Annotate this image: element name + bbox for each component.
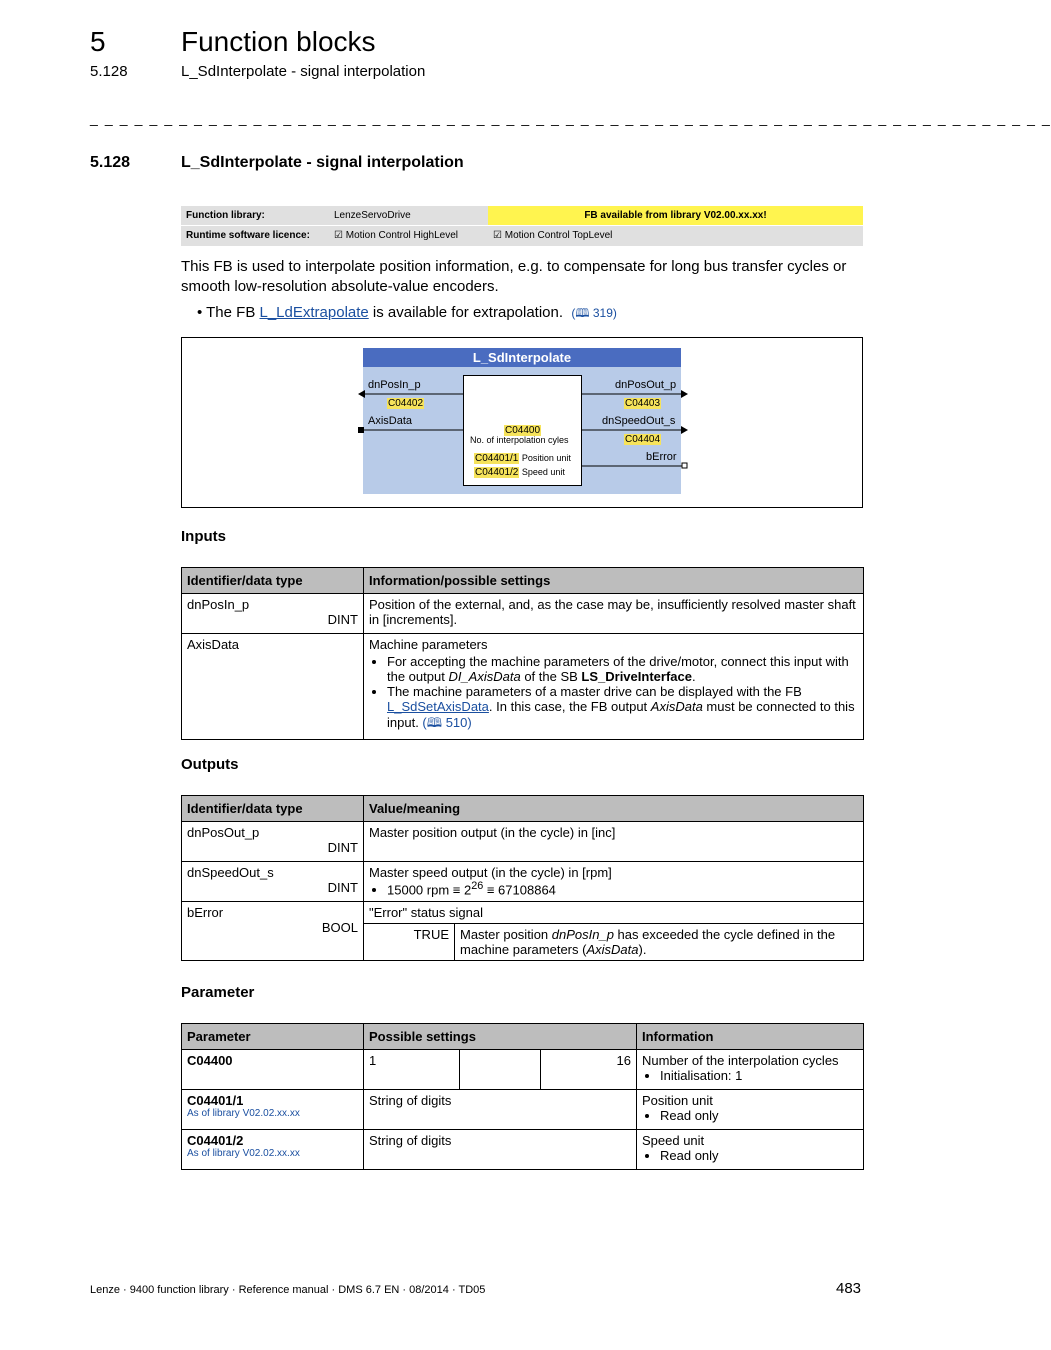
chapter-number: 5 (90, 26, 106, 57)
output-id: dnPosOut_p (187, 825, 260, 840)
interpolation-cycles-label: No. of interpolation cyles (470, 435, 569, 445)
outputs-col-value: Value/meaning (364, 796, 864, 822)
input-axisdata: AxisData (368, 415, 413, 427)
licence-toplevel: ☑ Motion Control TopLevel (488, 226, 863, 246)
section-number: 5.128 (90, 154, 131, 171)
input-info: Position of the external, and, as the case may be, insufficiently resolved master shaft in [increments]. (364, 594, 864, 634)
output-type: DINT (327, 840, 358, 855)
runtime-licence-label: Runtime software licence: (181, 226, 329, 246)
param-max: 16 (541, 1050, 637, 1090)
table-row (182, 594, 864, 634)
code-c04403: C04403 (625, 398, 661, 409)
param-version-note: As of library V02.02.xx.xx (187, 1108, 300, 1119)
running-section-number: 5.128 (90, 63, 128, 80)
param-version-note: As of library V02.02.xx.xx (187, 1148, 300, 1159)
table-row (182, 822, 864, 862)
fb-title: L_SdInterpolate (363, 348, 681, 367)
output-type: BOOL (321, 920, 358, 935)
output-type: DINT (327, 880, 358, 895)
code-c04401-2: C04401/2 (475, 467, 519, 478)
input-dnposin-p: dnPosIn_p (368, 379, 421, 391)
header-divider: _ _ _ _ _ _ _ _ _ _ _ _ _ _ _ _ _ _ _ _ _ _ _ _ _ _ _ _ _ _ _ _ _ _ _ _ _ _ _ _ _ _ _ _ _ _ _ _ _ _ _ _ _ _ _ _ _ _ _ _ _ _ _ _ _ (90, 110, 1051, 126)
inputs-table (181, 567, 864, 740)
code-c04401-1: C04401/1 (475, 453, 519, 464)
position-unit-label: Position unit (521, 453, 571, 463)
outputs-table (181, 795, 864, 961)
library-info-table (181, 205, 863, 246)
function-library-value: LenzeServoDrive (329, 206, 488, 226)
code-c04400: C04400 (505, 425, 541, 436)
parameter-table (181, 1023, 864, 1170)
table-row (182, 862, 864, 902)
param-name: C04401/1 (187, 1093, 244, 1108)
code-c04404: C04404 (625, 434, 661, 445)
param-col-settings: Possible settings (364, 1024, 637, 1050)
list-item: • Initialisation: 1 (660, 1068, 858, 1083)
chapter-title: Function blocks (181, 26, 376, 57)
list-item: • For accepting the machine parameters of the drive/motor, connect this input with the output DI_AxisData of the SB LS_DriveInterface. (387, 654, 858, 684)
list-item: • Read only (660, 1108, 858, 1123)
output-dnspeedout-s: dnSpeedOut_s (602, 415, 676, 427)
list-item: • Read only (660, 1148, 858, 1163)
library-availability-note: FB available from library V02.00.xx.xx! (488, 206, 863, 226)
note-suffix: is available for extrapolation. (368, 304, 564, 321)
page-number: 483 (836, 1280, 862, 1297)
extrapolation-note (197, 304, 617, 325)
param-name: C04400 (187, 1053, 233, 1068)
list-item: • 15000 rpm ≡ $2^{26} \equiv 67108864$ (387, 880, 858, 897)
l-ldextrapolate-link[interactable]: L_LdExtrapolate (259, 304, 369, 321)
table-row (182, 1050, 864, 1090)
function-block-diagram (181, 337, 863, 508)
parameter-heading: Parameter (181, 984, 255, 1001)
l-sdsetaxisdata-link[interactable]: L_SdSetAxisData (387, 699, 489, 714)
output-info: "Error" status signal (364, 902, 864, 924)
output-id: bError (187, 905, 224, 920)
output-info: Master speed output (in the cycle) in [rpm] (369, 865, 612, 880)
function-library-label: Function library: (181, 206, 329, 226)
input-info: Machine parameters (369, 637, 488, 652)
param-col-name: Parameter (182, 1024, 364, 1050)
inputs-col-info: Information/possible settings (364, 568, 864, 594)
running-section-title: L_SdInterpolate - signal interpolation (181, 63, 426, 80)
param-info: Number of the interpolation cycles (642, 1053, 839, 1068)
footer-text: Lenze · 9400 function library · Reference manual · DMS 6.7 EN · 08/2014 · TD05 (90, 1284, 486, 1296)
table-row (182, 902, 864, 924)
param-info: Position unit (642, 1093, 713, 1108)
inputs-heading: Inputs (181, 528, 226, 545)
output-dnposout-p: dnPosOut_p (615, 379, 677, 391)
page-ref-link[interactable]: (🕮 510) (422, 715, 472, 730)
inputs-col-identifier: Identifier/data type (182, 568, 364, 594)
output-value-meaning: Master position dnPosIn_p has exceeded the cycle defined in the machine parameters (AxisData). (455, 924, 864, 961)
list-item: • The machine parameters of a master drive can be displayed with the FB L_SdSetAxisData. In this case, the FB output AxisData must be connected to this input. (🕮 510) (387, 684, 858, 736)
output-info: Master position output (in the cycle) in [inc] (364, 822, 864, 862)
input-id: dnPosIn_p (187, 597, 250, 612)
table-row (182, 1090, 864, 1130)
speed-unit-label: Speed unit (521, 467, 565, 477)
param-min: 1 (364, 1050, 460, 1090)
section-title: L_SdInterpolate - signal interpolation (181, 154, 464, 171)
param-info: Speed unit (642, 1133, 705, 1148)
input-type: DINT (327, 612, 358, 627)
output-berror: bError (646, 451, 677, 463)
outputs-heading: Outputs (181, 756, 239, 773)
table-row (182, 634, 864, 740)
intro-paragraph: This FB is used to interpolate position information, e.g. to compensate for long bus transfer cycles or smooth low-resolution absolute-value encoders. (181, 258, 847, 295)
outputs-col-identifier: Identifier/data type (182, 796, 364, 822)
param-name: C04401/2 (187, 1133, 244, 1148)
param-setting: String of digits (364, 1090, 637, 1130)
param-col-info: Information (637, 1024, 864, 1050)
input-id: AxisData (182, 634, 364, 740)
param-setting: String of digits (364, 1130, 637, 1170)
note-prefix: • The FB (197, 304, 260, 321)
output-id: dnSpeedOut_s (187, 865, 274, 880)
output-value: TRUE (364, 924, 455, 961)
page-ref-link[interactable]: (🕮 319) (571, 306, 617, 320)
code-c04402: C04402 (388, 398, 424, 409)
table-row (182, 1130, 864, 1170)
licence-highlevel: ☑ Motion Control HighLevel (329, 226, 488, 246)
